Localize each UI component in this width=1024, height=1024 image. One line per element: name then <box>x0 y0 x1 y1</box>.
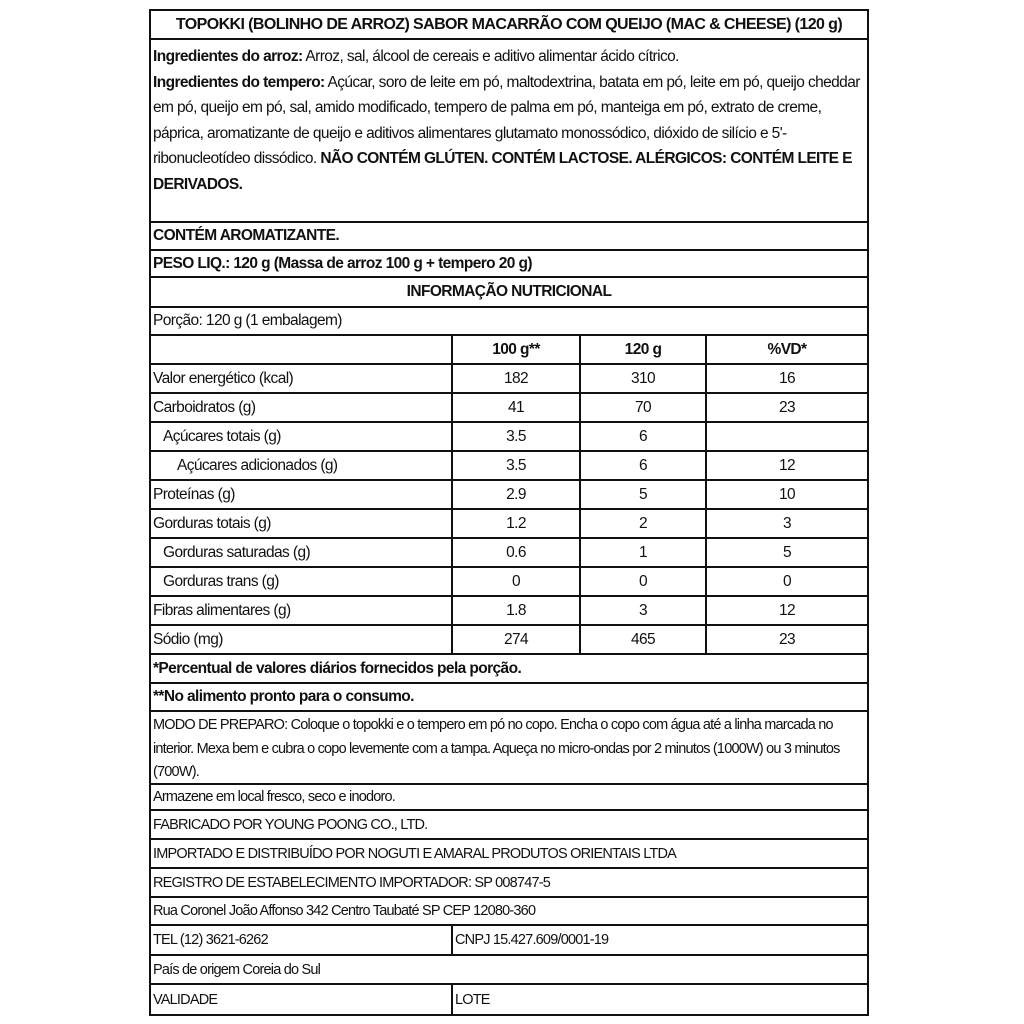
footnote-ready-to-eat: **No alimento pronto para o consumo. <box>151 684 867 712</box>
nutrient-vd: 12 <box>705 452 867 479</box>
nutrition-row <box>151 539 867 568</box>
nutrient-per100: 2.9 <box>451 481 579 508</box>
expiry-label: VALIDADE <box>153 991 218 1008</box>
expiry-lot-row <box>151 985 867 1014</box>
nutrient-per120: 0 <box>579 568 705 595</box>
nutrient-per100: 41 <box>451 394 579 421</box>
cnpj-number: CNPJ 15.427.609/0001-19 <box>451 926 867 954</box>
nutrient-per120: 5 <box>579 481 705 508</box>
nutrient-per100: 274 <box>451 626 579 653</box>
nutrient-name: Valor energético (kcal) <box>153 369 294 387</box>
nutrient-per100: 1.8 <box>451 597 579 624</box>
phone-number: TEL (12) 3621-6262 <box>153 932 268 948</box>
nutrition-header-100g: 100 g** <box>451 336 579 363</box>
nutrient-vd: 5 <box>705 539 867 566</box>
nutrient-name: Carboidratos (g) <box>153 398 256 416</box>
nutrient-per120: 1 <box>579 539 705 566</box>
nutrient-per100: 182 <box>451 365 579 392</box>
nutrient-per120: 310 <box>579 365 705 392</box>
product-label <box>149 9 869 1016</box>
nutrient-vd: 23 <box>705 394 867 421</box>
nutrient-name: Açúcares totais (g) <box>163 427 281 445</box>
country-of-origin: País de origem Coreia do Sul <box>151 956 867 985</box>
portion-size: Porção: 120 g (1 embalagem) <box>151 308 867 336</box>
nutrition-header-120g: 120 g <box>579 336 705 363</box>
nutrition-row <box>151 510 867 539</box>
storage-instructions: Armazene em local fresco, seco e inodoro. <box>151 785 867 811</box>
nutrient-per100: 0.6 <box>451 539 579 566</box>
importer-registration: REGISTRO DE ESTABELECIMENTO IMPORTADOR: SP 008747-5 <box>151 869 867 898</box>
nutrient-per120: 6 <box>579 423 705 450</box>
footnote-daily-values: *Percentual de valores diários fornecidos pela porção. <box>151 655 867 684</box>
nutrition-row <box>151 597 867 626</box>
preparation-instructions: MODO DE PREPARO: Coloque o topokki e o tempero em pó no copo. Encha o copo com água até a linha marcada no interior. Mexa bem e cubra o copo levemente com a tampa. Aqueça no micro-ondas por 2 minutos (1000W) ou 3 minutos (700W). <box>151 712 867 785</box>
rice-ingredients-text: Arroz, sal, álcool de cereais e aditivo alimentar ácido cítrico. <box>302 48 679 65</box>
nutrition-row <box>151 452 867 481</box>
nutrition-row <box>151 423 867 452</box>
nutrition-heading: INFORMAÇÃO NUTRICIONAL <box>151 278 867 308</box>
nutrient-name: Gorduras trans (g) <box>163 572 279 590</box>
nutrition-row <box>151 365 867 394</box>
rice-ingredients-label: Ingredientes do arroz: <box>153 48 303 65</box>
lot-label: LOTE <box>451 985 867 1014</box>
nutrient-name: Gorduras saturadas (g) <box>163 543 311 561</box>
product-title: TOPOKKI (BOLINHO DE ARROZ) SABOR MACARRÃO COM QUEIJO (MAC & CHEESE) (120 g) <box>151 11 867 40</box>
nutrient-name: Açúcares adicionados (g) <box>177 456 338 474</box>
nutrient-vd: 3 <box>705 510 867 537</box>
contact-row <box>151 926 867 956</box>
nutrient-per100: 0 <box>451 568 579 595</box>
nutrition-row <box>151 568 867 597</box>
nutrient-per120: 2 <box>579 510 705 537</box>
nutrition-header-vd: %VD* <box>705 336 867 363</box>
nutrient-vd: 16 <box>705 365 867 392</box>
nutrient-per120: 70 <box>579 394 705 421</box>
net-weight: PESO LIQ.: 120 g (Massa de arroz 100 g + tempero 20 g) <box>151 251 867 278</box>
contains-flavoring: CONTÉM AROMATIZANTE. <box>151 223 867 251</box>
seasoning-ingredients-text: Açúcar, soro de leite em pó, maltodextrina, batata em pó, leite em pó, queijo cheddar em pó, queijo em pó, sal, amido modificado, tempero de palma em pó, manteiga em pó, extrato de creme, páprica, aromatizante de queijo e aditivos alimentares glutamato monossódico, dióxido de silício e 5'-ribonucleotídeo dissódico. <box>153 73 860 167</box>
nutrient-vd: 12 <box>705 597 867 624</box>
nutrient-name: Gorduras totais (g) <box>153 514 271 532</box>
nutrient-per120: 6 <box>579 452 705 479</box>
allergen-warning: NÃO CONTÉM GLÚTEN. CONTÉM LACTOSE. ALÉRGICOS: CONTÉM LEITE E DERIVADOS. <box>153 150 852 193</box>
nutrient-per100: 3.5 <box>451 452 579 479</box>
importer: IMPORTADO E DISTRIBUÍDO POR NOGUTI E AMARAL PRODUTOS ORIENTAIS LTDA <box>151 840 867 869</box>
nutrition-row <box>151 394 867 423</box>
seasoning-ingredients-label: Ingredientes do tempero: <box>153 73 325 91</box>
nutrition-row <box>151 481 867 510</box>
ingredients-section <box>151 40 867 223</box>
nutrient-per100: 3.5 <box>451 423 579 450</box>
nutrition-row <box>151 626 867 655</box>
nutrition-header-blank <box>151 336 451 363</box>
nutrient-vd: 0 <box>705 568 867 595</box>
nutrient-name: Fibras alimentares (g) <box>153 601 291 619</box>
nutrition-header-row <box>151 336 867 365</box>
nutrient-per120: 465 <box>579 626 705 653</box>
nutrient-per120: 3 <box>579 597 705 624</box>
manufacturer: FABRICADO POR YOUNG POONG CO., LTD. <box>151 811 867 840</box>
nutrient-name: Sódio (mg) <box>153 630 223 648</box>
nutrient-vd: 10 <box>705 481 867 508</box>
nutrient-name: Proteínas (g) <box>153 485 235 503</box>
nutrient-vd <box>705 423 867 450</box>
nutrient-per100: 1.2 <box>451 510 579 537</box>
importer-address: Rua Coronel João Affonso 342 Centro Taubaté SP CEP 12080-360 <box>151 898 867 926</box>
nutrient-vd: 23 <box>705 626 867 653</box>
